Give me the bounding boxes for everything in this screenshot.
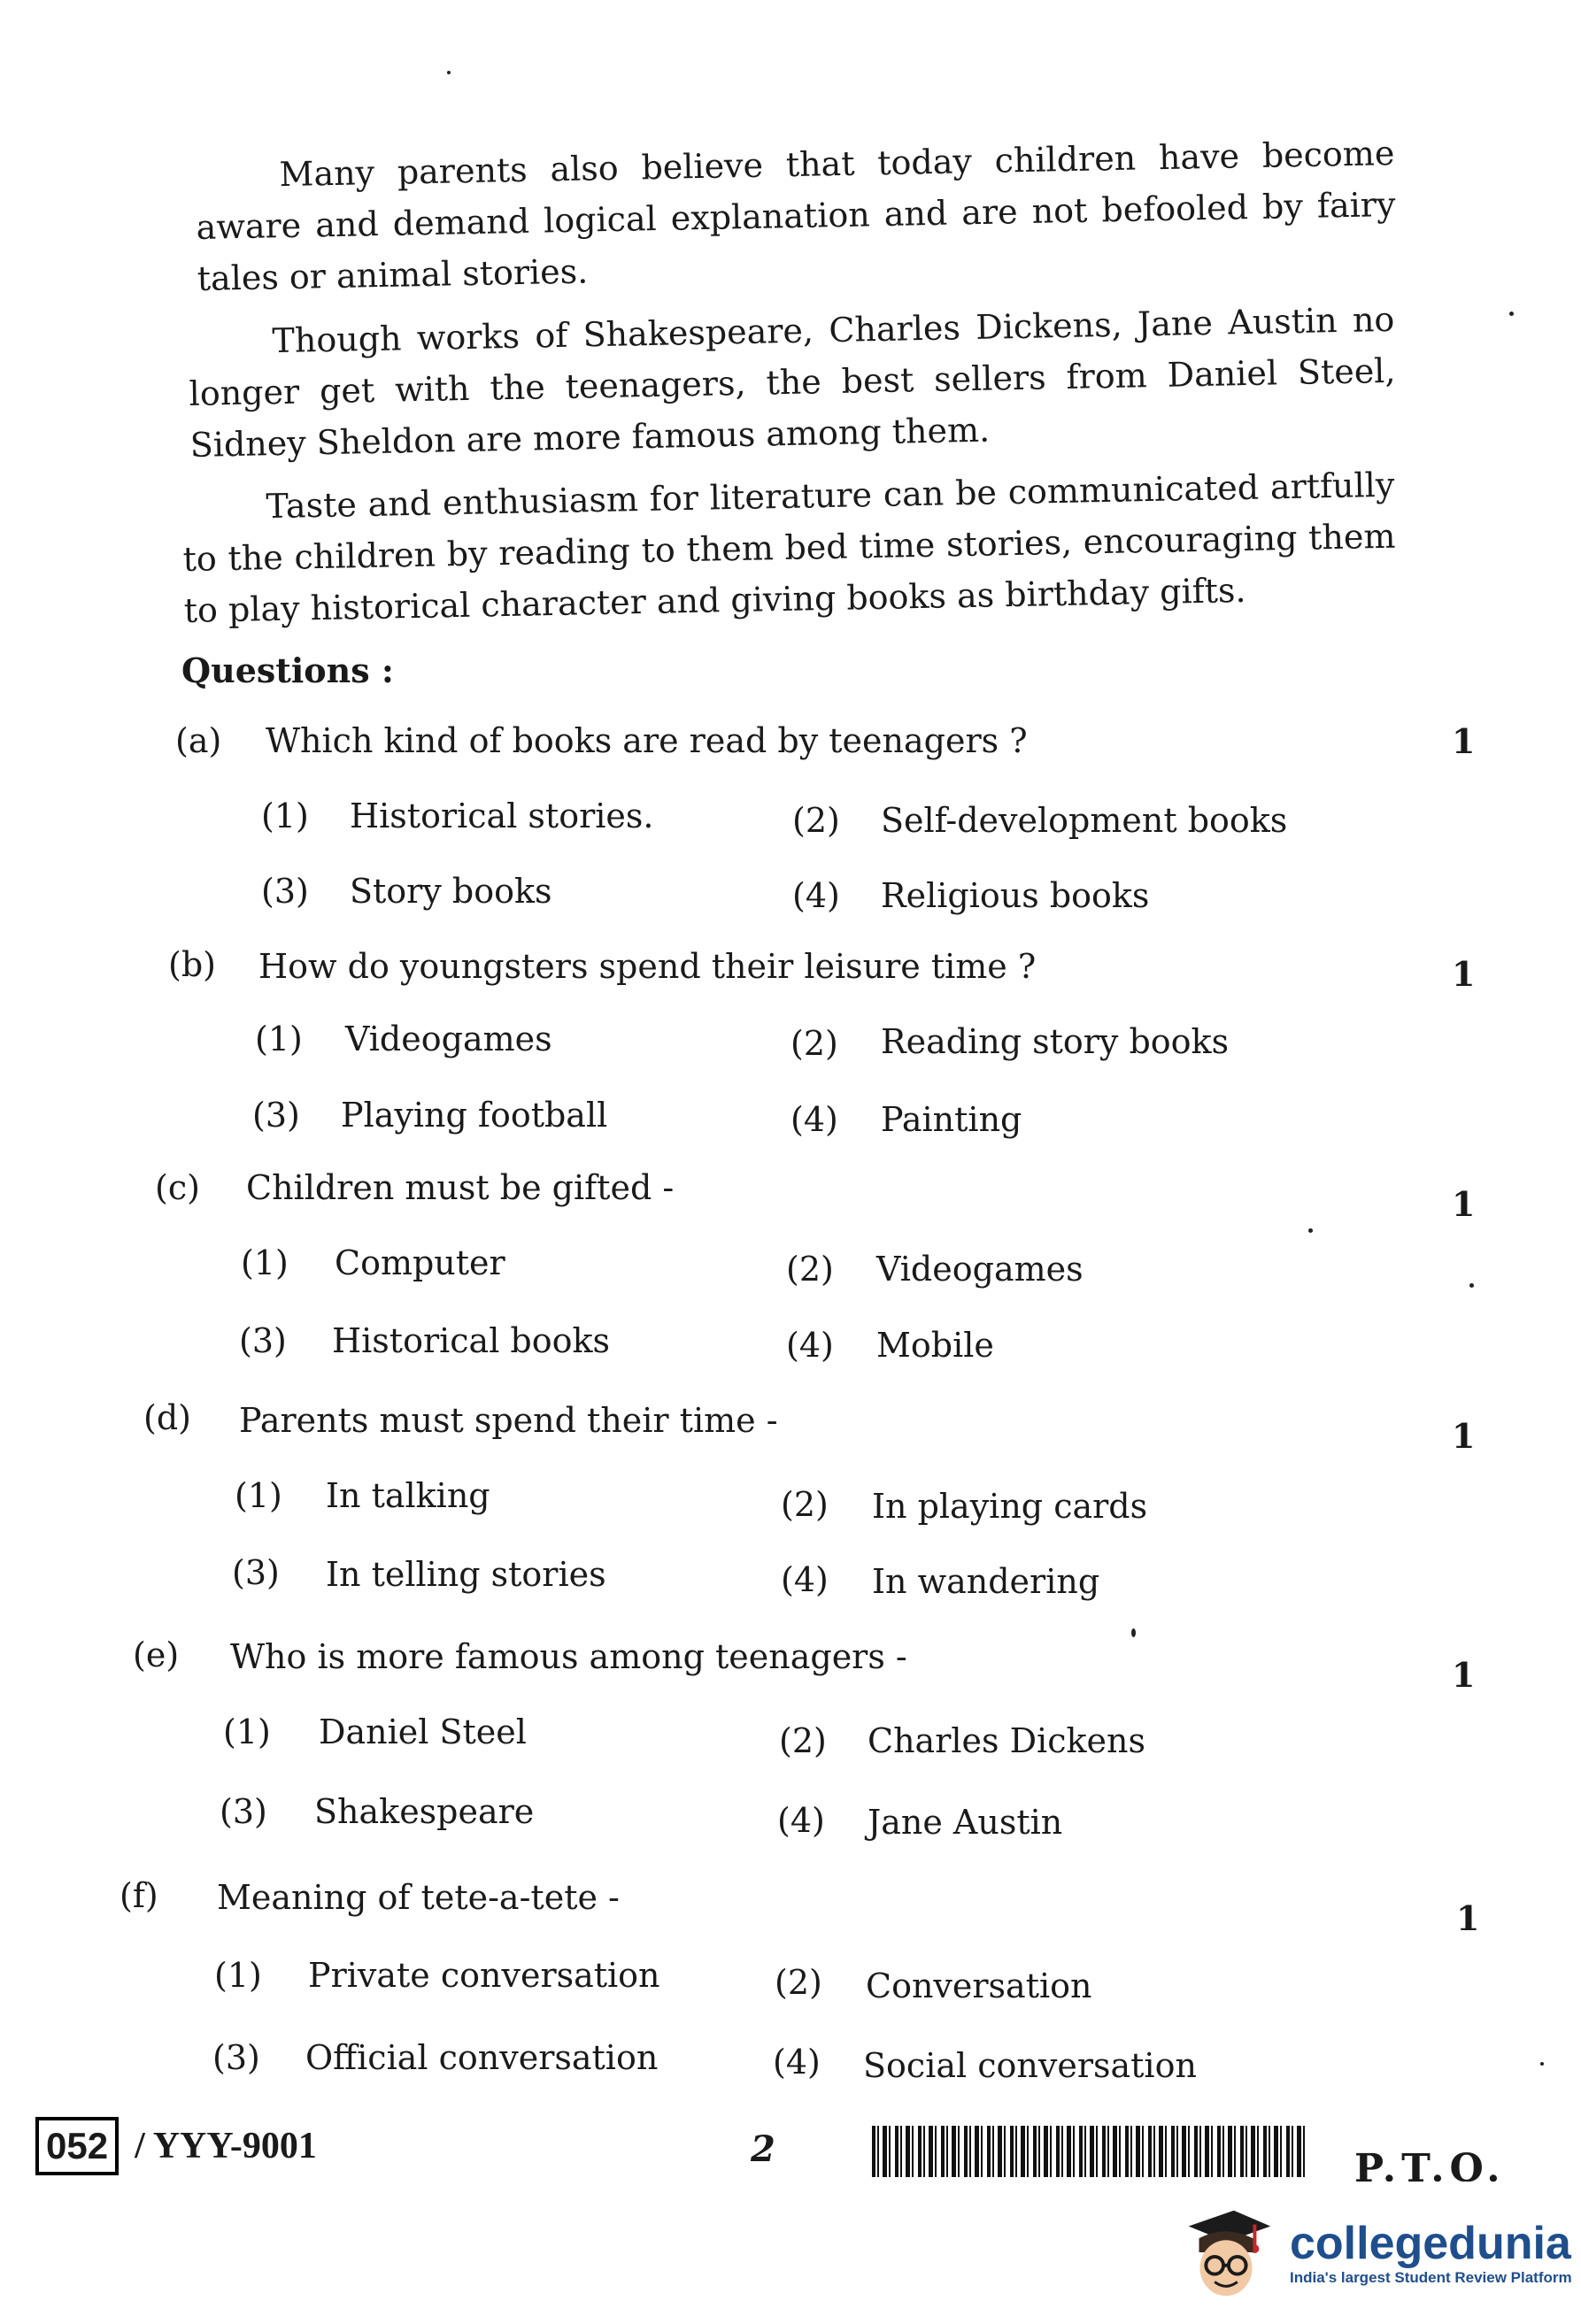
exam-code-box: 052	[35, 2117, 119, 2175]
question-label: (b)	[168, 945, 216, 984]
question-marks: 1	[1452, 721, 1476, 761]
option-text: Computer	[335, 1243, 505, 1282]
option-text: Shakespeare	[314, 1792, 535, 1831]
option-number: (3)	[220, 1792, 267, 1831]
option-number: (4)	[777, 1801, 825, 1840]
option-number: (1)	[241, 1243, 289, 1282]
option-text: Story books	[350, 872, 552, 911]
scan-speck	[1131, 1628, 1136, 1637]
question-label: (e)	[133, 1635, 180, 1674]
question-text: Which kind of books are read by teenagers ?	[266, 721, 1028, 760]
brand-name: collegedunia	[1290, 2218, 1571, 2269]
option-number: (2)	[792, 801, 840, 840]
option-number: (1)	[223, 1712, 271, 1751]
option-number: (3)	[212, 2038, 260, 2077]
option-number: (1)	[214, 1956, 262, 1995]
question-label: (a)	[175, 721, 222, 760]
passage-paragraph-3	[181, 459, 1397, 636]
scan-speck	[447, 71, 451, 74]
option-number: (2)	[781, 1485, 829, 1524]
option-text: Historical books	[332, 1321, 611, 1360]
option-text: Daniel Steel	[319, 1712, 527, 1751]
question-marks: 1	[1452, 1416, 1476, 1456]
option-text: Official conversation	[305, 2038, 659, 2077]
question-text: Parents must spend their time -	[239, 1401, 778, 1440]
footer-code	[35, 2117, 317, 2175]
option-number: (2)	[779, 1721, 827, 1760]
pto-label: P.T.O.	[1354, 2146, 1506, 2182]
question-text: Who is more famous among teenagers -	[230, 1637, 907, 1676]
option-text: Painting	[881, 1100, 1022, 1139]
option-text: Mobile	[876, 1326, 994, 1365]
option-number: (1)	[261, 796, 309, 835]
question-text: How do youngsters spend their leisure time ?	[258, 947, 1037, 986]
option-text: Videogames	[345, 1020, 552, 1058]
option-number: (4)	[773, 2043, 821, 2082]
scan-speck	[1308, 1228, 1313, 1233]
scan-speck	[1469, 1283, 1474, 1288]
page-number: 2	[751, 2128, 775, 2170]
question-marks: 1	[1452, 1655, 1476, 1695]
passage-paragraph-1	[195, 127, 1397, 304]
option-number: (4)	[790, 1100, 838, 1139]
option-number: (2)	[775, 1963, 822, 2002]
option-text: In wandering	[872, 1562, 1100, 1601]
option-text: Reading story books	[881, 1022, 1230, 1061]
option-number: (2)	[790, 1024, 838, 1063]
student-mascot-icon	[1173, 2200, 1277, 2305]
passage-text-3: Taste and enthusiasm for literature can be communicated artfully to the children by reading to them bed time stories, encouraging them to play historical character and giving books as birthday gifts.	[182, 465, 1396, 630]
question-marks: 1	[1456, 1898, 1480, 1938]
scan-speck	[1509, 312, 1514, 316]
passage-text-1: Many parents also believe that today children have become aware and demand logical explanation and are not befooled by fairy tales or animal stories.	[196, 133, 1396, 298]
brand-watermark	[1173, 2190, 1576, 2314]
option-number: (4)	[786, 1326, 834, 1365]
question-marks: 1	[1452, 1184, 1476, 1224]
question-text: Children must be gifted -	[246, 1168, 675, 1207]
option-number: (3)	[261, 872, 309, 911]
question-text: Meaning of tete-a-tete -	[217, 1878, 620, 1917]
option-text: In playing cards	[872, 1487, 1148, 1526]
option-number: (1)	[255, 1020, 303, 1058]
option-number: (3)	[239, 1321, 287, 1360]
barcode	[872, 2126, 1306, 2177]
brand-tagline: India's largest Student Review Platform	[1290, 2269, 1572, 2286]
passage-text-2: Though works of Shakespeare, Charles Dickens, Jane Austin no longer get with the teenagers, the best sellers from Daniel Steel, Sidney Sheldon are more famous among them.	[189, 299, 1396, 465]
questions-heading: Questions :	[181, 650, 394, 690]
option-text: Self-development books	[881, 801, 1288, 840]
option-number: (3)	[252, 1096, 300, 1135]
option-text: Videogames	[876, 1250, 1084, 1289]
option-text: Private conversation	[308, 1956, 660, 1995]
option-text: Religious books	[881, 876, 1150, 915]
option-number: (3)	[232, 1553, 280, 1592]
question-label: (d)	[143, 1398, 191, 1437]
question-label: (c)	[155, 1168, 200, 1207]
scan-speck	[1540, 2062, 1544, 2066]
option-number: (4)	[781, 1560, 829, 1599]
option-text: Social conversation	[863, 2046, 1197, 2085]
option-text: Conversation	[866, 1966, 1092, 2005]
option-number: (2)	[786, 1250, 834, 1289]
option-number: (1)	[235, 1476, 282, 1515]
option-text: Charles Dickens	[868, 1721, 1145, 1760]
option-text: Playing football	[341, 1096, 608, 1135]
option-text: Historical stories.	[350, 796, 654, 835]
option-text: In talking	[326, 1476, 490, 1515]
passage-paragraph-2	[188, 294, 1397, 471]
option-text: In telling stories	[326, 1555, 606, 1594]
paper-code: / YYY-9001	[135, 2126, 317, 2166]
question-marks: 1	[1452, 954, 1476, 994]
option-number: (4)	[792, 876, 840, 915]
option-text: Jane Austin	[868, 1803, 1063, 1842]
question-label: (f)	[120, 1876, 158, 1915]
